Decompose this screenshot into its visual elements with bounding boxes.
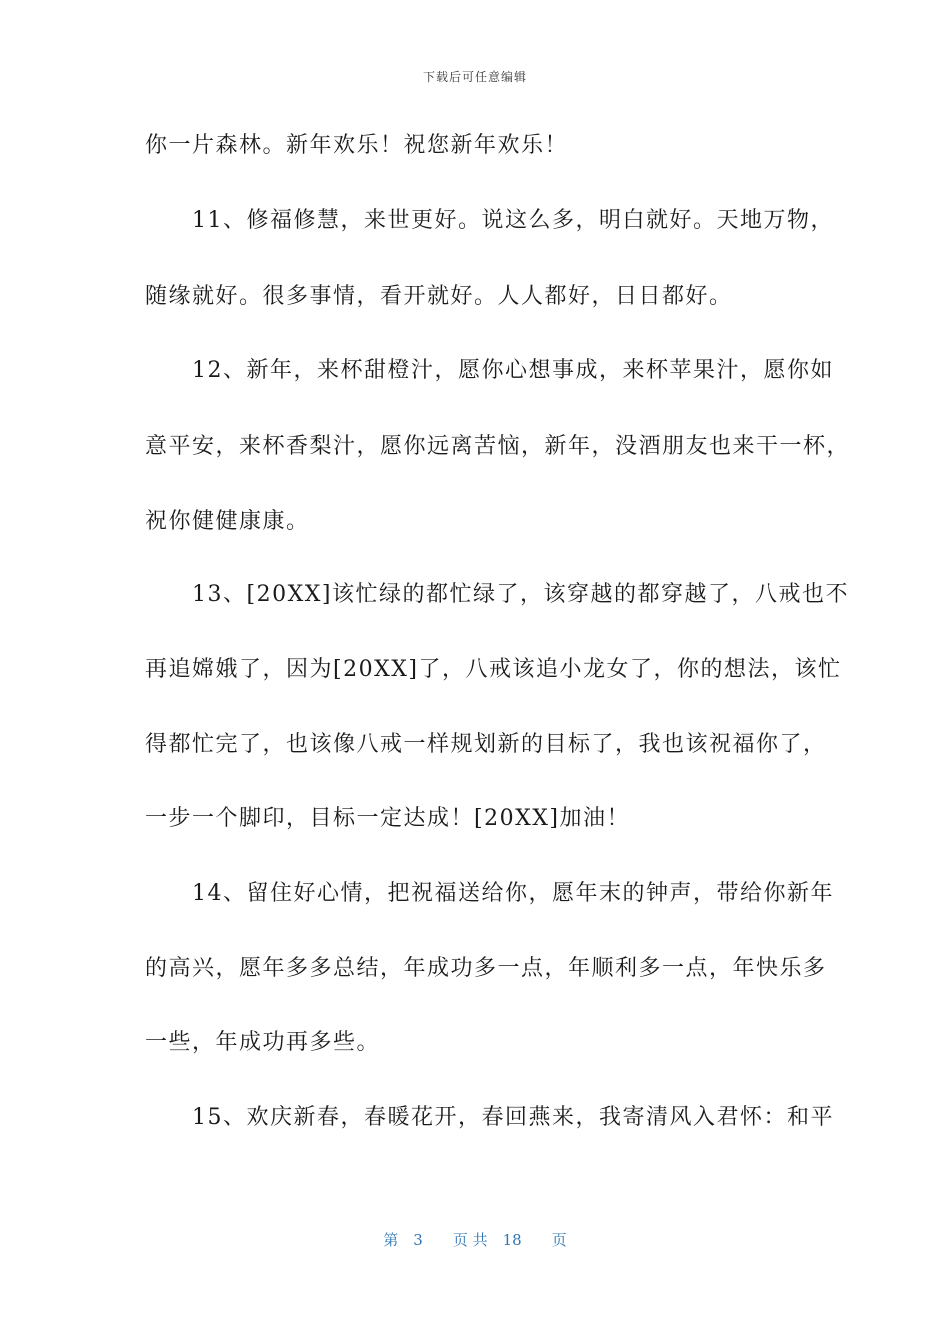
body-line: 随缘就好。很多事情，看开就好。人人都好，日日都好。 (145, 284, 733, 309)
body-line: 一步一个脚印，目标一定达成！[20XX]加油！ (145, 806, 630, 831)
body-line: 祝你健健康康。 (145, 509, 310, 534)
body-line: 15、欢庆新春，春暖花开，春回燕来，我寄清风入君怀：和平 (145, 1105, 834, 1130)
body-line: 的高兴，愿年多多总结，年成功多一点，年顺利多一点，年快乐多 (145, 956, 827, 981)
header-note: 下载后可任意编辑 (422, 70, 527, 84)
page-footer: 第 3 页 共 18 页 (383, 1231, 567, 1249)
body-line: 意平安，来杯香梨汁，愿你远离苦恼，新年，没酒朋友也来干一杯， (145, 434, 851, 459)
body-line: 一些，年成功再多些。 (145, 1030, 381, 1055)
body-line: 12、新年，来杯甜橙汁，愿你心想事成，来杯苹果汁，愿你如 (145, 358, 834, 383)
body-line: 11、修福修慧，来世更好。说这么多，明白就好。天地万物， (145, 208, 834, 233)
body-line: 13、[20XX]该忙绿的都忙绿了，该穿越的都穿越了，八戒也不 (145, 582, 849, 607)
body-line: 再追嫦娥了，因为[20XX]了，八戒该追小龙女了，你的想法，该忙 (145, 657, 842, 682)
body-line: 你一片森林。新年欢乐！祝您新年欢乐！ (145, 133, 569, 158)
body-line: 14、留住好心情，把祝福送给你，愿年末的钟声，带给你新年 (145, 881, 834, 906)
body-line: 得都忙完了，也该像八戒一样规划新的目标了，我也该祝福你了， (145, 732, 827, 757)
